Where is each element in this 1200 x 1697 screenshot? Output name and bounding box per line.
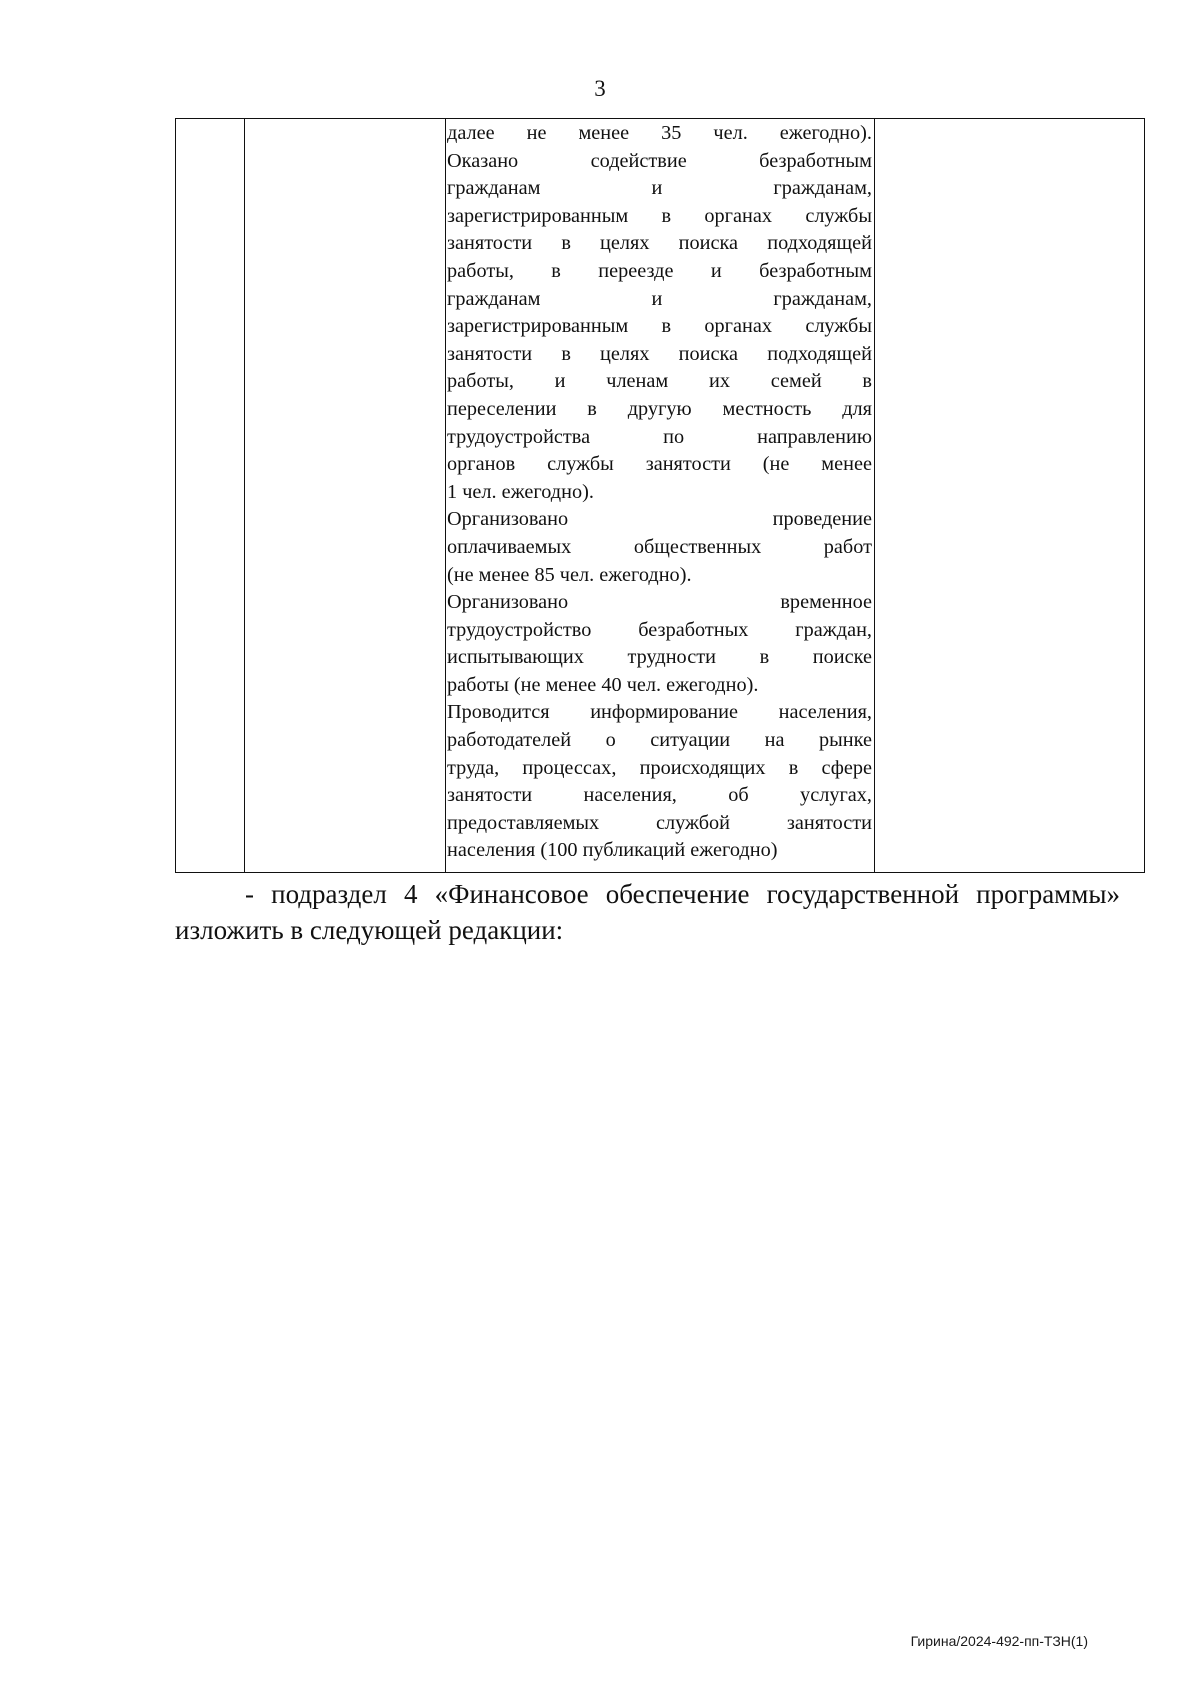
instruction-line: - подраздел 4 «Финансовое обеспечение государственной программы» (245, 879, 1120, 909)
cell-line: переселении в другую местность для (447, 397, 872, 420)
cell-line: занятости в целях поиска подходящей (447, 232, 872, 255)
cell-line: Проводится информирование населения, (447, 701, 872, 724)
cell-line: Организовано проведение (447, 508, 872, 531)
table-column-divider (445, 119, 446, 872)
cell-line: органов службы занятости (не менее (447, 453, 872, 476)
cell-line: Организовано временное (447, 591, 872, 614)
cell-line: испытывающих трудности в поиске (447, 646, 872, 669)
cell-line: труда, процессах, происходящих в сфере (447, 756, 872, 779)
page-number: 3 (594, 76, 606, 101)
cell-line: гражданам и гражданам, (447, 177, 872, 200)
cell-line: 1 чел. ежегодно). (447, 480, 594, 503)
cell-line: работы, и членам их семей в (447, 370, 872, 393)
cell-line: Оказано содействие безработным (447, 149, 872, 172)
expected-results-cell (447, 120, 872, 865)
cell-line: трудоустройство безработных граждан, (447, 618, 872, 641)
results-table (175, 118, 1145, 873)
cell-line: зарегистрированным в органах службы (447, 204, 872, 227)
cell-line: работодателей о ситуации на рынке (447, 729, 872, 752)
cell-line: гражданам и гражданам, (447, 287, 872, 310)
cell-line: занятости населения, об услугах, (447, 784, 872, 807)
cell-line: предоставляемых службой занятости (447, 811, 872, 834)
cell-line: зарегистрированным в органах службы (447, 315, 872, 338)
cell-line: трудоустройства по направлению (447, 425, 872, 448)
document-footer-code: Гирина/2024-492-пп-ТЗН(1) (910, 1633, 1088, 1649)
cell-line: работы (не менее 40 чел. ежегодно). (447, 673, 759, 696)
cell-line: оплачиваемых общественных работ (447, 535, 872, 558)
cell-line: населения (100 публикаций ежегодно) (447, 839, 778, 862)
cell-line: (не менее 85 чел. ежегодно). (447, 563, 692, 586)
table-column-divider (244, 119, 245, 872)
table-column-divider (874, 119, 875, 872)
instruction-line: изложить в следующей редакции: (175, 915, 564, 945)
instruction-paragraph (175, 876, 1120, 948)
cell-line: работы, в переезде и безработным (447, 259, 872, 282)
cell-line: далее не менее 35 чел. ежегодно). (447, 122, 872, 144)
cell-line: занятости в целях поиска подходящей (447, 342, 872, 365)
